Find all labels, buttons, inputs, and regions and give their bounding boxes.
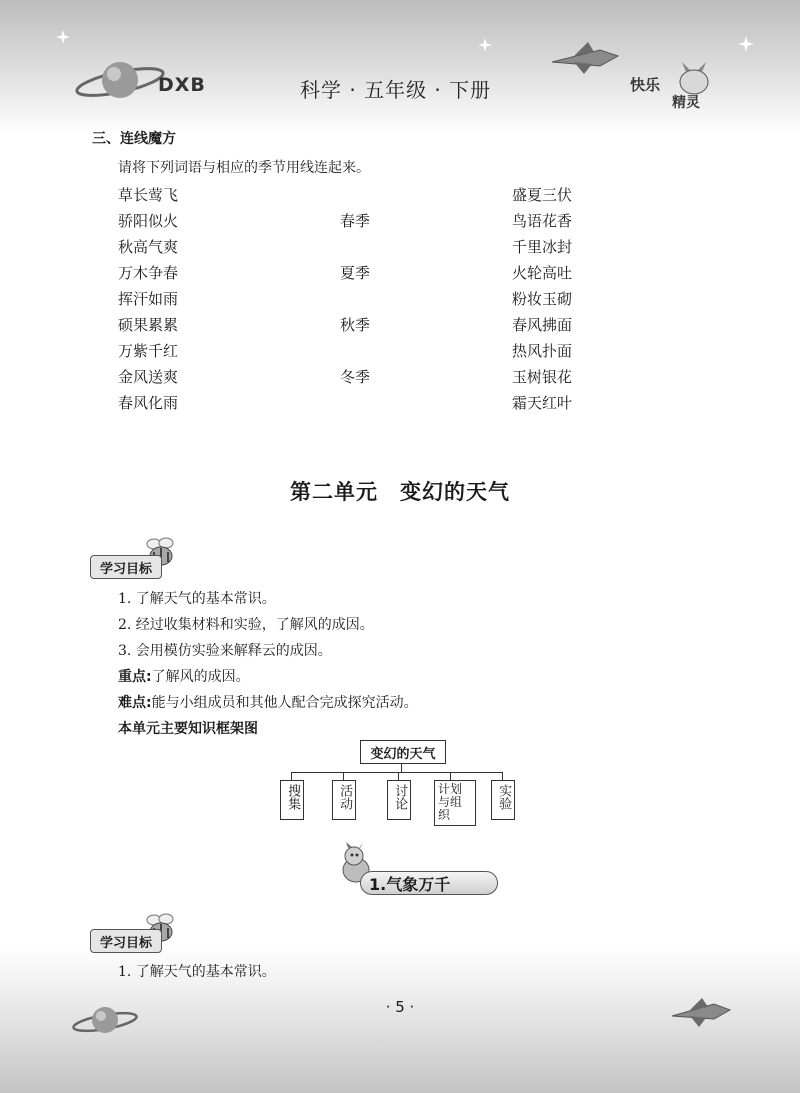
logo-text: DXB — [158, 74, 206, 96]
key-point — [118, 666, 250, 686]
star-icon — [738, 36, 754, 52]
right-word: 春风拂面 — [512, 316, 573, 334]
right-word: 盛夏三伏 — [512, 186, 573, 204]
connector-line — [401, 764, 402, 772]
lesson-title-banner: 1.气象万千 — [360, 871, 498, 895]
diagram-root-node: 变幻的天气 — [360, 740, 446, 764]
left-word: 春风化雨 — [118, 394, 179, 412]
left-word: 秋高气爽 — [118, 238, 179, 256]
lesson-goal-item: 1. 了解天气的基本常识。 — [118, 964, 276, 980]
star-icon — [478, 38, 492, 52]
left-word: 万木争春 — [118, 264, 179, 282]
goal-item: 1. 了解天气的基本常识。 — [118, 591, 276, 607]
season-summer: 夏季 — [340, 264, 371, 282]
right-word: 粉妆玉砌 — [512, 290, 573, 308]
page-number: · 5 · — [385, 998, 415, 1016]
goal-item: 2. 经过收集材料和实验，了解风的成因。 — [118, 617, 374, 633]
learning-goals-badge: 学习目标 — [90, 929, 162, 953]
left-word: 挥汗如雨 — [118, 290, 179, 308]
diagram-node-activity: 活动 — [332, 780, 356, 820]
right-word: 千里冰封 — [512, 238, 573, 256]
spaceship-icon — [548, 38, 622, 78]
right-word: 霜天红叶 — [512, 394, 573, 412]
unit-title: 第二单元 变幻的天气 — [290, 480, 510, 504]
connector-line — [450, 772, 451, 780]
left-word: 草长莺飞 — [118, 186, 179, 204]
connector-line — [291, 772, 292, 780]
instruction: 请将下列词语与相应的季节用线连起来。 — [118, 160, 370, 176]
right-word: 热风扑面 — [512, 342, 573, 360]
right-word: 玉树银花 — [512, 368, 573, 386]
diagram-node-plan: 计划与组织 — [434, 780, 476, 826]
brand-text-2: 精灵 — [672, 95, 700, 111]
right-word: 鸟语花香 — [512, 212, 573, 230]
framework-title: 本单元主要知识框架图 — [118, 721, 258, 737]
connector-line — [291, 772, 502, 773]
goal-item: 3. 会用模仿实验来解释云的成因。 — [118, 643, 332, 659]
left-word: 金风送爽 — [118, 368, 179, 386]
section-heading: 三、连线魔方 — [92, 131, 176, 147]
diagram-node-experiment: 实验 — [491, 780, 515, 820]
left-word: 万紫千红 — [118, 342, 179, 360]
difficulty-point — [118, 692, 418, 712]
learning-goals-badge: 学习目标 — [90, 555, 162, 579]
season-winter: 冬季 — [340, 368, 371, 386]
star-icon — [56, 30, 70, 44]
planet-icon — [72, 52, 168, 108]
difficulty-text: 能与小组成员和其他人配合完成探究活动。 — [151, 695, 418, 711]
difficulty-label: 难点: — [118, 695, 152, 711]
season-autumn: 秋季 — [340, 316, 371, 334]
spaceship-icon — [668, 994, 734, 1030]
knowledge-framework-diagram — [270, 738, 530, 828]
key-point-label: 重点: — [118, 669, 152, 685]
left-word: 硕果累累 — [118, 316, 179, 334]
left-word: 骄阳似火 — [118, 212, 179, 230]
brand-text: 快乐 — [630, 76, 661, 94]
connector-line — [502, 772, 503, 780]
connector-line — [343, 772, 344, 780]
connector-line — [398, 772, 399, 780]
diagram-node-discuss: 讨论 — [387, 780, 411, 820]
diagram-node-collect: 搜集 — [280, 780, 304, 820]
book-title: 科学 · 五年级 · 下册 — [300, 78, 492, 102]
key-point-text: 了解风的成因。 — [151, 669, 250, 685]
right-word: 火轮高吐 — [512, 264, 573, 282]
season-spring: 春季 — [340, 212, 371, 230]
